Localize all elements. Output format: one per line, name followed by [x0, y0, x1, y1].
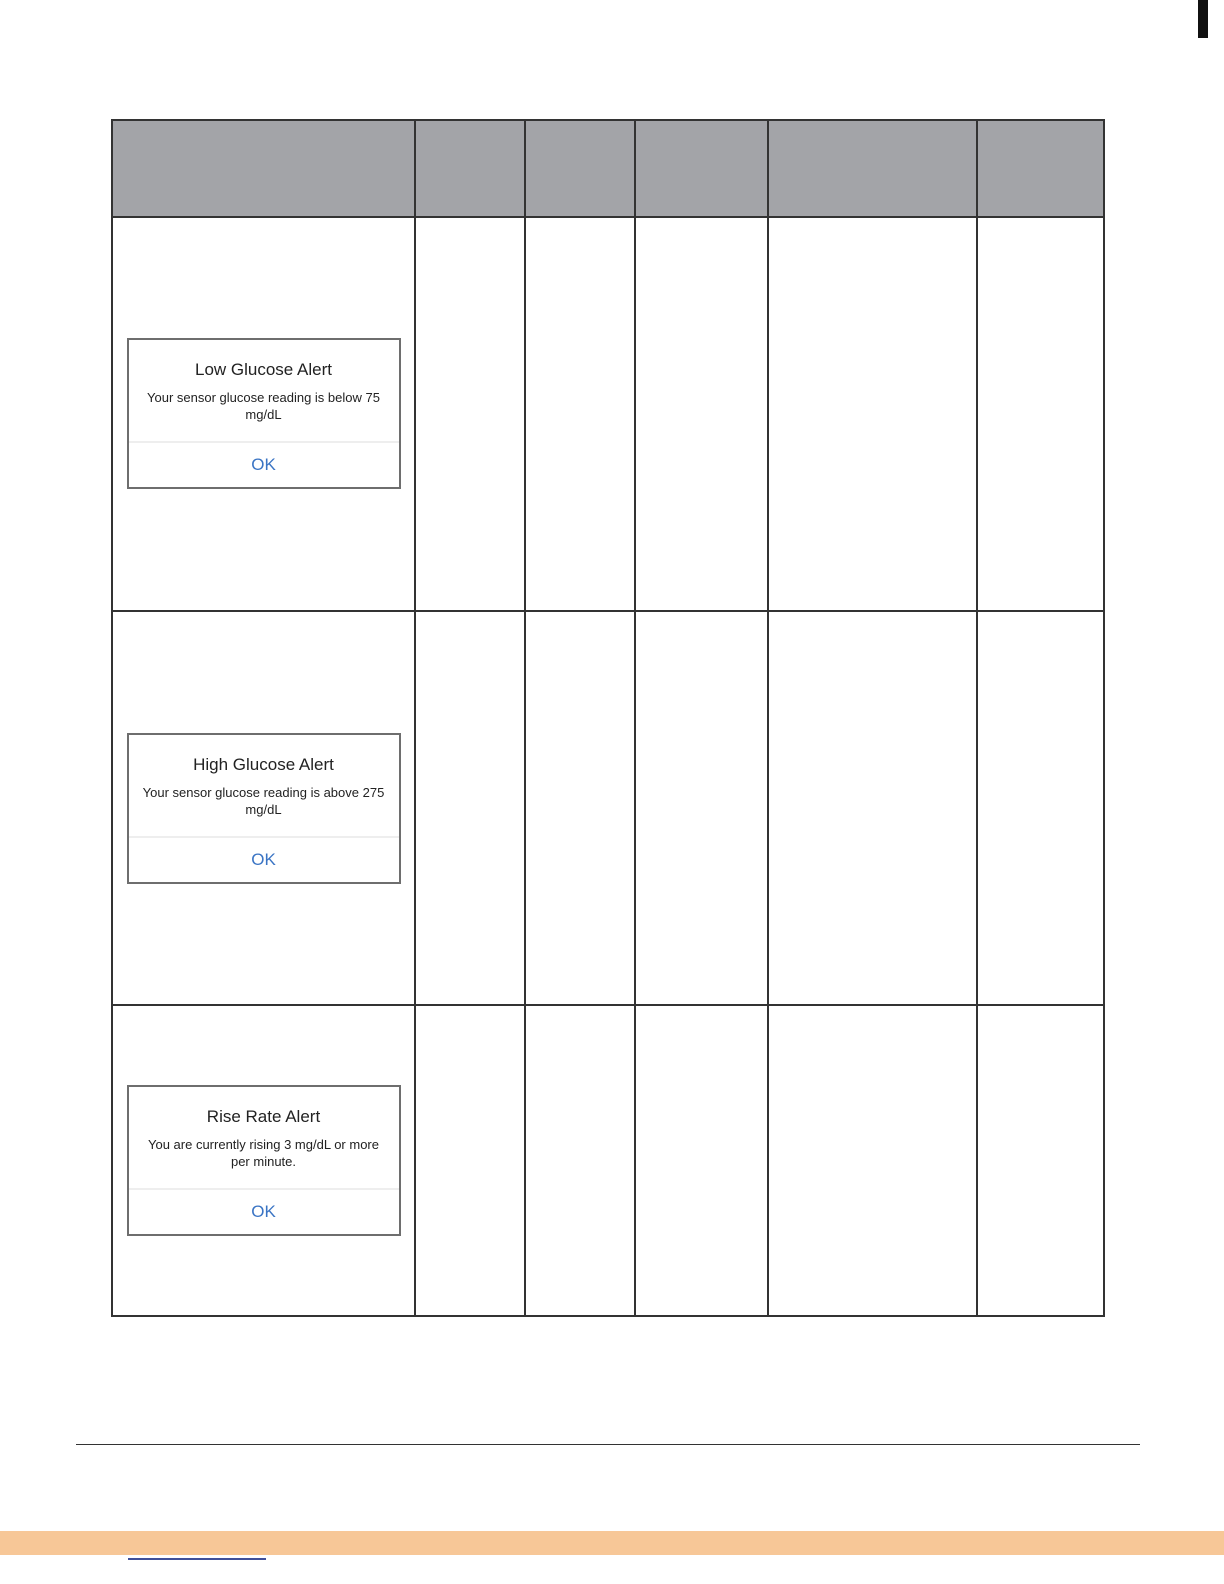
table-header — [112, 120, 1104, 217]
header-cell-1 — [112, 120, 415, 217]
table-cell — [635, 217, 768, 611]
dialog-message: Your sensor glucose reading is above 275 mg/dL — [142, 784, 385, 817]
high-glucose-alert-dialog — [127, 733, 401, 884]
header-cell-6 — [977, 120, 1104, 217]
rise-rate-alert-dialog — [127, 1085, 401, 1236]
table-cell — [525, 217, 635, 611]
ok-button[interactable]: OK — [129, 1190, 399, 1234]
ok-button[interactable]: OK — [129, 838, 399, 882]
table-cell — [768, 1005, 977, 1316]
alert-screen-cell — [112, 217, 415, 611]
table-cell — [415, 611, 525, 1006]
table-cell — [768, 217, 977, 611]
header-cell-3 — [525, 120, 635, 217]
footer-divider — [76, 1444, 1140, 1445]
header-cell-4 — [635, 120, 768, 217]
table-cell — [977, 611, 1104, 1006]
ok-button[interactable]: OK — [129, 443, 399, 487]
dialog-title: Rise Rate Alert — [206, 1107, 321, 1127]
table-cell — [635, 611, 768, 1006]
table-cell — [768, 611, 977, 1006]
table-cell — [977, 217, 1104, 611]
table-row — [112, 611, 1104, 1006]
alerts-table — [111, 119, 1105, 1317]
table-row — [112, 1005, 1104, 1316]
header-cell-5 — [768, 120, 977, 217]
table-cell — [415, 217, 525, 611]
dialog-message: Your sensor glucose reading is below 75 mg/dL — [147, 390, 380, 423]
table-cell — [525, 1005, 635, 1316]
alert-screen-cell — [112, 1005, 415, 1316]
dialog-title: High Glucose Alert — [193, 754, 334, 774]
footer-link-underline — [128, 1558, 266, 1560]
page-edge-mark — [1198, 0, 1208, 38]
table-row — [112, 217, 1104, 611]
table-cell — [415, 1005, 525, 1316]
table-cell — [977, 1005, 1104, 1316]
dialog-message: You are currently rising 3 mg/dL or more per minute. — [148, 1137, 379, 1170]
header-row — [112, 120, 1104, 217]
low-glucose-alert-dialog — [127, 338, 401, 489]
footer-band — [0, 1531, 1224, 1555]
table-cell — [525, 611, 635, 1006]
header-cell-2 — [415, 120, 525, 217]
dialog-title: Low Glucose Alert — [194, 360, 332, 380]
alert-screen-cell — [112, 611, 415, 1006]
table-cell — [635, 1005, 768, 1316]
